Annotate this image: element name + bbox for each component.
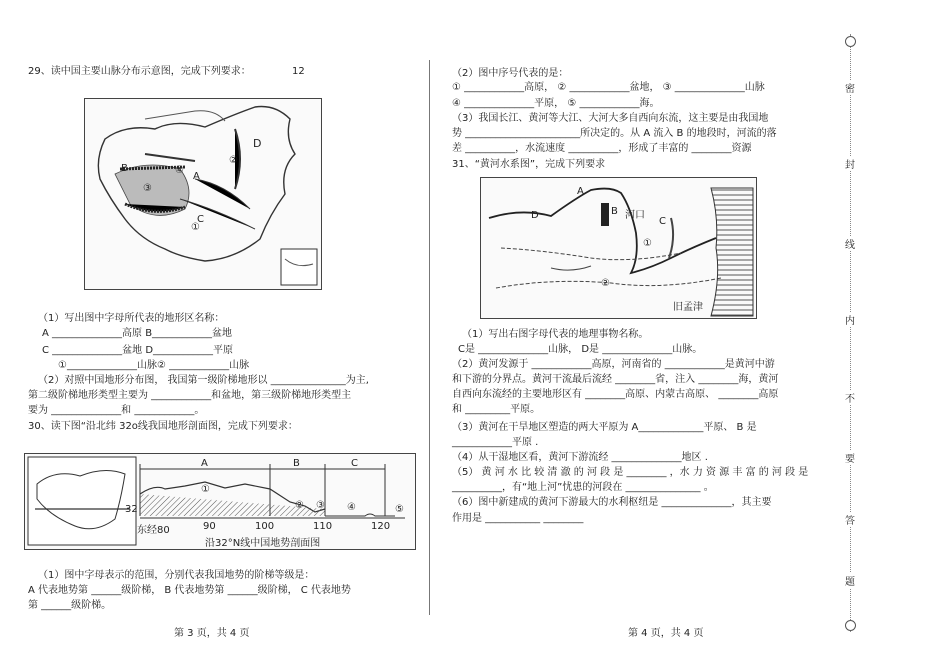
footer-page-3: 第 3 页，共 4 页 — [174, 628, 250, 639]
q29-1: （1）写出图中字母所代表的地形区名称： — [38, 313, 225, 324]
q29-2-c: 要为 ______________和 ____________。 — [28, 405, 205, 416]
map2-label-2: ② — [601, 278, 610, 289]
map1-label-2: ② — [229, 155, 238, 166]
map2-label-A: A — [577, 186, 584, 197]
q31-4: （4）从干湿地区看，黄河下游流经 ______________地区 . — [452, 452, 708, 463]
china-outline-drawing — [85, 99, 321, 289]
q29-1-rowA: A ______________高原 B____________盆地 — [42, 328, 233, 339]
profile-label-1: ① — [201, 484, 210, 495]
profile-label-3: ③ — [316, 500, 325, 511]
map2-label-D: D — [531, 210, 539, 221]
q29-2-b: 第二级阶梯地形类型主要为 ____________和盆地，第三级阶梯地形类型主 — [28, 390, 352, 401]
profile-caption: 沿32°N线中国地势剖面图 — [205, 538, 321, 549]
map1-label-A: A — [193, 171, 200, 182]
binding-char-ti: 题 — [843, 573, 857, 588]
map1-label-1: ① — [191, 222, 200, 233]
map2-label-jiumengjin: 旧孟津 — [673, 302, 703, 313]
china-mountain-map — [84, 98, 322, 290]
map1-label-4: ④ — [175, 165, 184, 176]
binding-char-yao: 要 — [843, 450, 857, 465]
q29-2-a: （2）对照中国地形分布图， 我国第一级阶梯地形以 _______________为主, — [38, 375, 369, 386]
map1-label-C: C — [197, 214, 204, 225]
yellow-river-drawing — [481, 178, 756, 318]
profile-label-B: B — [293, 458, 300, 469]
q31-6-b: 作用是 ___________ ________ — [452, 513, 584, 524]
map2-label-1: ① — [643, 238, 652, 249]
profile-tick-80: 东经80 — [137, 525, 170, 536]
map1-label-D: D — [253, 137, 262, 150]
profile-figure — [24, 453, 416, 550]
profile-label-C: C — [351, 458, 358, 469]
q31-6-a: （6）图中新建成的黄河下游最大的水利枢纽是 ______________，其主要 — [452, 497, 772, 508]
q30-1-a: A 代表地势第 ______级阶梯， B 代表地势第 ______级阶梯， C 代表地势 — [28, 585, 351, 596]
binding-hole-bottom — [845, 620, 856, 631]
q29-title: 29、读中国主要山脉分布示意图，完成下列要求： — [28, 66, 251, 77]
map2-label-B: B — [611, 206, 618, 217]
profile-tick-100: 100 — [255, 521, 275, 532]
q31-3-b: ____________平原 . — [452, 437, 539, 448]
profile-label-A: A — [201, 458, 208, 469]
profile-label-2: ② — [295, 500, 304, 511]
q30-2-a: ① ____________高原， ② ____________盆地， ③ ______________山脉 — [452, 82, 765, 93]
profile-tick-90: 90 — [203, 521, 216, 532]
q31-1-a: C是 ______________山脉， D是 ______________山脉。 — [458, 344, 703, 355]
q30-2-b: ④ ______________平原， ⑤ ____________海。 — [452, 98, 660, 109]
footer-page-4: 第 4 页，共 4 页 — [628, 628, 704, 639]
binding-line — [850, 34, 851, 632]
q31-5-b: __________，有“地上河”忧患的河段在 _______________ 。 — [452, 482, 714, 493]
q31-5-a: （5） 黄 河 水 比 较 清 澈 的 河 段 是 ________ ，水 力 资 源 丰 富 的 河 段 是 — [452, 467, 809, 478]
q31-2-b: 和下游的分界点。黄河干流最后流经 ________省，注入 ________海，黄河 — [452, 374, 779, 385]
map1-label-B: B — [121, 163, 128, 174]
profile-label-4: ④ — [347, 502, 356, 513]
q29-1-rowC: C ______________盆地 D____________平原 — [42, 345, 234, 356]
binding-char-da: 答 — [843, 512, 857, 527]
q31-title: 31、“黄河水系图”，完成下列要求 — [452, 159, 606, 170]
binding-char-feng: 封 — [843, 156, 857, 171]
q30-1: （1）图中字母表示的范围，分别代表我国地势的阶梯等级是： — [38, 570, 315, 581]
binding-char-nei: 内 — [843, 312, 857, 327]
q30-3-a: （3）我国长江、黄河等大江、大河大多自西向东流，这主要是由我国地 — [452, 113, 769, 124]
profile-tick-110: 110 — [313, 521, 333, 532]
map1-label-3: ③ — [143, 183, 152, 194]
q30-3-b: 势 _______________________所决定的。从 A 流入 B 的地段时，河流的落 — [452, 128, 777, 139]
q31-3-a: （3）黄河在干旱地区塑造的两大平原为 A_____________平原、 B 是 — [452, 422, 757, 433]
binding-char-mi: 密 — [843, 80, 857, 95]
binding-char-xian: 线 — [843, 236, 857, 251]
q30-title: 30、读下图“沿北纬 32o线我国地形剖面图，完成下列要求： — [28, 421, 298, 432]
profile-label-5: ⑤ — [395, 504, 404, 515]
q31-1: （1）写出右图字母代表的地理事物名称。 — [462, 329, 649, 340]
profile-label-32: 32 — [125, 504, 138, 515]
q31-2-a: （2）黄河发源于 ____________高原，河南省的 ____________是黄河中游 — [452, 359, 775, 370]
q31-2-d: 和 _________平原。 — [452, 404, 541, 415]
q30-3-c: 差 __________，水流速度 __________，形成了丰富的 ________资源 — [452, 143, 752, 154]
q30-2: （2）图中序号代表的是： — [452, 68, 569, 79]
binding-hole-top — [845, 36, 856, 47]
yellow-river-map — [480, 177, 757, 319]
column-divider — [429, 60, 430, 615]
profile-tick-120: 120 — [371, 521, 391, 532]
binding-char-bu: 不 — [843, 390, 857, 405]
map2-label-C: C — [659, 216, 666, 227]
q31-2-c: 自西向东流经的主要地形区有 ________高原、内蒙古高原、 ________高原 — [452, 389, 779, 400]
map2-label-hekou: 河口 — [625, 210, 645, 221]
q30-1-b: 第 ______级阶梯。 — [28, 600, 112, 611]
q29-1-row1: ①______________山脉② ____________山脉 — [58, 360, 250, 371]
q29-score: 12 — [292, 66, 305, 77]
